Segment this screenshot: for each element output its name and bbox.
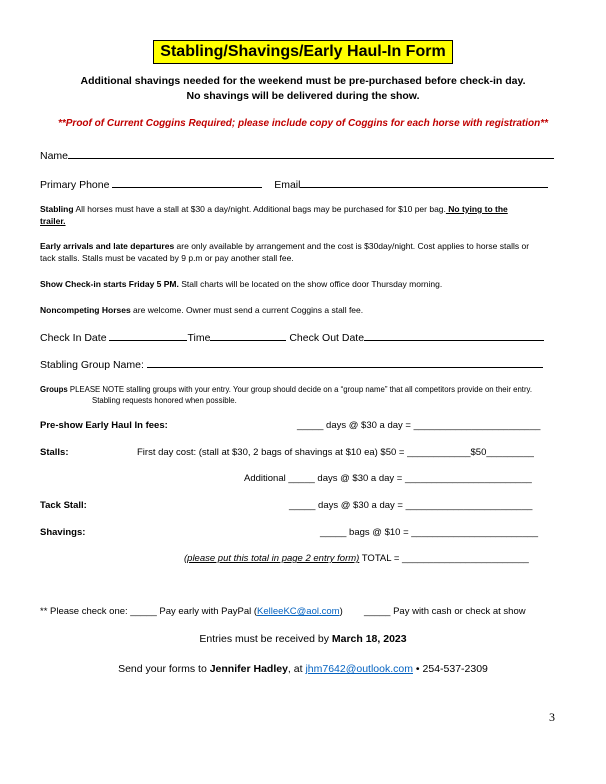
name-field[interactable] xyxy=(68,148,554,159)
check-out-date-field[interactable] xyxy=(364,330,544,341)
page-number: 3 xyxy=(549,710,555,724)
tack-label-wrap xyxy=(40,500,87,511)
form-title: Stabling/Shavings/Early Haul-In Form xyxy=(153,40,452,64)
contact xyxy=(0,663,606,675)
phone-email-row xyxy=(40,177,548,191)
dates-row xyxy=(40,330,544,344)
stabling-label: Stabling xyxy=(40,204,74,214)
tack-calc[interactable]: _____ days @ $30 a day = ________________________ xyxy=(289,500,533,511)
payment-cash-option[interactable]: _____ Pay with cash or check at show xyxy=(364,606,526,617)
payment-suffix: ) xyxy=(339,606,343,617)
early-text-2: tack stalls. Stalls must be vacated by 9 p.m or pay another stall fee. xyxy=(40,253,294,263)
notice-line-2: No shavings will be delivered during the show. xyxy=(186,90,420,102)
total-row xyxy=(184,553,529,564)
notice-line-1: Additional shavings needed for the weekend must be pre-purchased before check-in day. xyxy=(80,75,526,87)
shavings-notice xyxy=(0,74,606,104)
check-in-date-field[interactable] xyxy=(109,330,187,341)
deadline-text: Entries must be received by xyxy=(199,633,332,645)
groups-label: Groups xyxy=(40,385,68,394)
paypal-email-link[interactable]: KelleeKC@aol.com xyxy=(257,606,340,617)
noncompeting-label: Noncompeting Horses xyxy=(40,305,131,315)
shavings-calc[interactable]: _____ bags @ $10 = ________________________ xyxy=(320,527,539,538)
deadline-date: March 18, 2023 xyxy=(331,633,407,645)
contact-name: Jennifer Hadley xyxy=(209,663,288,675)
stabling-group-name-field[interactable] xyxy=(147,357,543,368)
stabling-paragraph xyxy=(40,203,560,227)
stalls-label-wrap xyxy=(40,447,69,458)
groups-text-2: Stabling requests honored when possible. xyxy=(92,396,237,405)
checkin-text: Stall charts will be located on the show office door Thursday morning. xyxy=(178,279,443,289)
contact-email-link[interactable]: jhm7642@outlook.com xyxy=(305,663,413,675)
stalls-label: Stalls: xyxy=(40,447,69,458)
payment-row xyxy=(40,606,526,617)
primary-phone-field[interactable] xyxy=(112,177,262,188)
total-calc[interactable]: TOTAL = ________________________ xyxy=(359,553,529,564)
early-arrivals-paragraph xyxy=(40,240,570,264)
contact-phone: • 254-537-2309 xyxy=(413,663,488,675)
time-label: Time xyxy=(187,332,211,344)
noncompeting-paragraph xyxy=(40,304,363,316)
contact-mid: , at xyxy=(287,663,306,675)
preshow-calc[interactable]: _____ days @ $30 a day = ________________________ xyxy=(297,420,541,431)
preshow-label: Pre-show Early Haul In fees: xyxy=(40,420,168,431)
groups-paragraph xyxy=(40,384,570,406)
stabling-note-2: trailer. xyxy=(40,216,66,226)
groups-text: PLEASE NOTE stalling groups with your entry. Your group should decide on a “group name” that all competitors provide on their entry. xyxy=(67,385,533,394)
early-text-1: are only available by arrangement and the cost is $30day/night. Cost applies to horse stalls or xyxy=(174,241,530,251)
email-label: Email xyxy=(274,179,301,191)
tack-stall-label: Tack Stall: xyxy=(40,500,87,511)
email-field[interactable] xyxy=(300,177,548,188)
stabling-group-name-label: Stabling Group Name: xyxy=(40,359,144,371)
noncompeting-text: are welcome. Owner must send a current Coggins a stall fee. xyxy=(130,305,364,315)
stabling-text: All horses must have a stall at $30 a day/night. Additional bags may be purchased for $10 per bag. xyxy=(75,204,446,214)
checkin-paragraph xyxy=(40,278,442,290)
primary-phone-label: Primary Phone xyxy=(40,179,110,191)
time-field[interactable] xyxy=(210,330,286,341)
deadline xyxy=(0,633,606,645)
name-row xyxy=(40,148,554,162)
shavings-label-wrap xyxy=(40,527,85,538)
additional-calc[interactable]: Additional _____ days @ $30 a day = ________________________ xyxy=(244,473,532,484)
preshow-label-wrap xyxy=(40,420,168,431)
payment-prefix: ** Please check one: _____ Pay early with PayPal ( xyxy=(40,606,258,617)
coggins-notice: **Proof of Current Coggins Required; please include copy of Coggins for each horse with registration** xyxy=(57,118,549,129)
group-name-row xyxy=(40,357,543,371)
total-note: (please put this total in page 2 entry form) xyxy=(184,553,360,564)
check-in-date-label: Check In Date xyxy=(40,332,107,344)
contact-text: Send your forms to xyxy=(118,663,210,675)
check-out-date-label: Check Out Date xyxy=(289,332,365,344)
title-box xyxy=(0,40,606,64)
stabling-note: No tying to the xyxy=(445,204,508,214)
name-label: Name xyxy=(40,150,69,162)
early-label: Early arrivals and late departures xyxy=(40,241,175,251)
checkin-label: Show Check-in starts Friday 5 PM. xyxy=(40,279,179,289)
shavings-label: Shavings: xyxy=(40,527,86,538)
stalls-calc[interactable]: First day cost: (stall at $30, 2 bags of shavings at $10 ea) $50 = ____________$50_________ xyxy=(137,447,534,458)
